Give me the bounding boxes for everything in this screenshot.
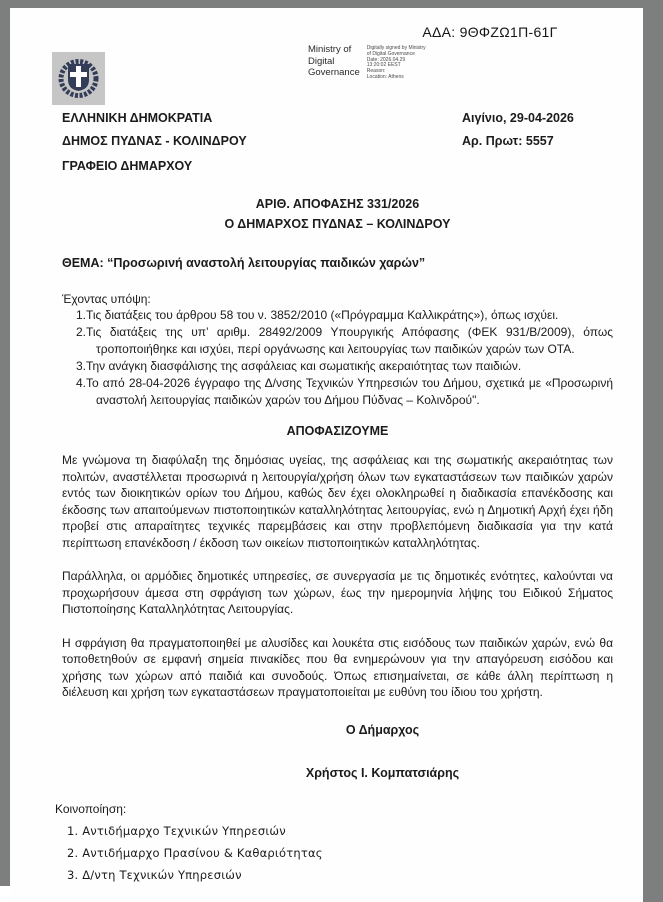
org-line-municipality: ΔΗΜΟΣ ΠΥΔΝΑΣ - ΚΟΛΙΝΔΡΟΥ [62, 134, 247, 148]
distribution-heading: Κοινοποίηση: [55, 801, 127, 816]
preamble-item: 3.Την ανάγκη διασφάλισης της ασφάλειας και σωματικής ακεραιότητας των παιδιών. [76, 359, 522, 373]
decision-number-line: ΑΡΙΘ. ΑΠΟΦΑΣΗΣ 331/2026 [255, 197, 420, 211]
document-meta-block [462, 111, 574, 148]
signatory-name: Χρήστος Ι. Κομπατσιάρης [305, 765, 460, 780]
distribution-item: 3. Δ/ντη Τεχνικών Υπηρεσιών [67, 867, 242, 882]
decision-issuer-line: Ο ΔΗΜΑΡΧΟΣ ΠΥΔΝΑΣ – ΚΟΛΙΝΔΡΟΥ [224, 217, 451, 231]
place-and-date: Αιγίνιο, 29-04-2026 [462, 111, 574, 125]
preamble-list [76, 307, 613, 409]
stamp-ministry-name: Ministry of Digital Governance [308, 44, 360, 78]
preamble-intro: Έχοντας υπόψη: [62, 292, 151, 306]
org-line-office: ΓΡΑΦΕΙΟ ΔΗΜΑΡΧΟΥ [62, 159, 193, 173]
document-page [10, 8, 643, 902]
preamble-item: 4.Το από 28-04-2026 έγγραφο της Δ/νσης Τεχνικών Υπηρεσιών του Δήμου, σχετικά με «Προσωρινή αναστολή λειτουργίας παιδικών χαρών του Δήμου Πύδνας – Κολινδρού". [76, 376, 613, 407]
document-body [55, 194, 613, 882]
protocol-number: Αρ. Πρωτ: 5557 [462, 134, 554, 148]
preamble-item: 2.Τις διατάξεις της υπ’ αριθμ. 28492/2009 Υπουργικής Απόφασης (ΦΕΚ 931/Β/2009), όπως τροποποιήθηκε και ισχύει, περί οργάνωσης και λειτουργίας των παιδικών χαρών των ΟΤΑ. [76, 325, 613, 356]
preamble-item: 1.Τις διατάξεις του άρθρου 58 του ν. 3852/2010 («Πρόγραμμα Καλλικράτης»), όπως ισχύει. [76, 308, 559, 322]
distribution-list [67, 824, 613, 882]
stamp-signature-details: Digitally signed by Ministry of Digital Governance Date: 2026.04.29 13:20:02 EEST Reason: Location: Athens [366, 45, 426, 80]
distribution-item: 2. Αντιδήμαρχο Πρασίνου & Καθαριότητας [67, 845, 323, 860]
decision-title [62, 194, 613, 234]
digital-signature-stamp [308, 44, 426, 81]
issuing-authority-block [62, 111, 247, 173]
greek-coat-of-arms-icon [52, 52, 105, 105]
resolution-paragraph: Με γνώμονα τη διαφύλαξη της δημόσιας υγείας, της ασφάλειας και της σωματικής ακεραιότητας των πολιτών, αναστέλλεται προσωρινά η λειτουργία/χρήση όλων των εγκαταστάσεων των παιδικών χαρών εντός των διοικητικών ορίων του Δήμου, καθώς δεν έχει ολοκληρωθεί η διαδικασία επανέκδοσης και έκδοσης των απαιτούμενων πιστοποιητικών καταλληλότητας λειτουργίας, ενώ η Δημοτική Αρχή έχει ήδη προβεί στις απαραίτητες τεχνικές παρεμβάσεις και στην προβλεπόμενη διαδικασία για την κατά περίπτωση επανέκδοση / έκδοση των οικείων πιστοποιητικών καταλληλότητας. [62, 453, 613, 550]
distribution-block [55, 802, 613, 882]
org-line-republic: ΕΛΛΗΝΙΚΗ ΔΗΜΟΚΡΑΤΙΑ [62, 111, 213, 125]
ada-code: ΑΔΑ: 9ΘΦΖΩ1Π-61Γ [422, 24, 558, 40]
resolution-paragraph: Παράλληλα, οι αρμόδιες δημοτικές υπηρεσίες, σε συνεργασία με τις δημοτικές ενότητες, καλούνται να προχωρήσουν άμεσα στη σφράγιση των χώρων, έως την ημερομηνία λήψης του Ειδικού Σήματος Πιστοποίησης Καταλληλότητας Λειτουργίας. [62, 569, 613, 616]
resolution-paragraph: Η σφράγιση θα πραγματοποιηθεί με αλυσίδες και λουκέτα στις εισόδους των παιδικών χαρών, ενώ θα τοποθετηθούν σε εμφανή σημεία πινακίδες που θα ενημερώνουν για την απαγόρευση εισόδου και χρήσης των χώρων από παιδιά και συνοδούς. Όπως επισημαίνεται, σε κάθε άλλη περίπτωση η διέλευση και χρήση των εγκαταστάσεων πραγματοποιείται με ευθύνη του ίδιου του χρήστη. [62, 635, 613, 699]
signatory-title: Ο Δήμαρχος [345, 722, 420, 737]
signature-block [107, 723, 658, 780]
distribution-item: 1. Αντιδήμαρχο Τεχνικών Υπηρεσιών [67, 823, 286, 838]
scan-background-top [0, 0, 663, 8]
subject-line: ΘΕΜΑ: “Προσωρινή αναστολή λειτουργίας παιδικών χαρών” [62, 256, 426, 270]
scan-background-left [0, 8, 10, 886]
resolution-heading: ΑΠΟΦΑΣΙΖΟΥΜΕ [286, 424, 389, 438]
